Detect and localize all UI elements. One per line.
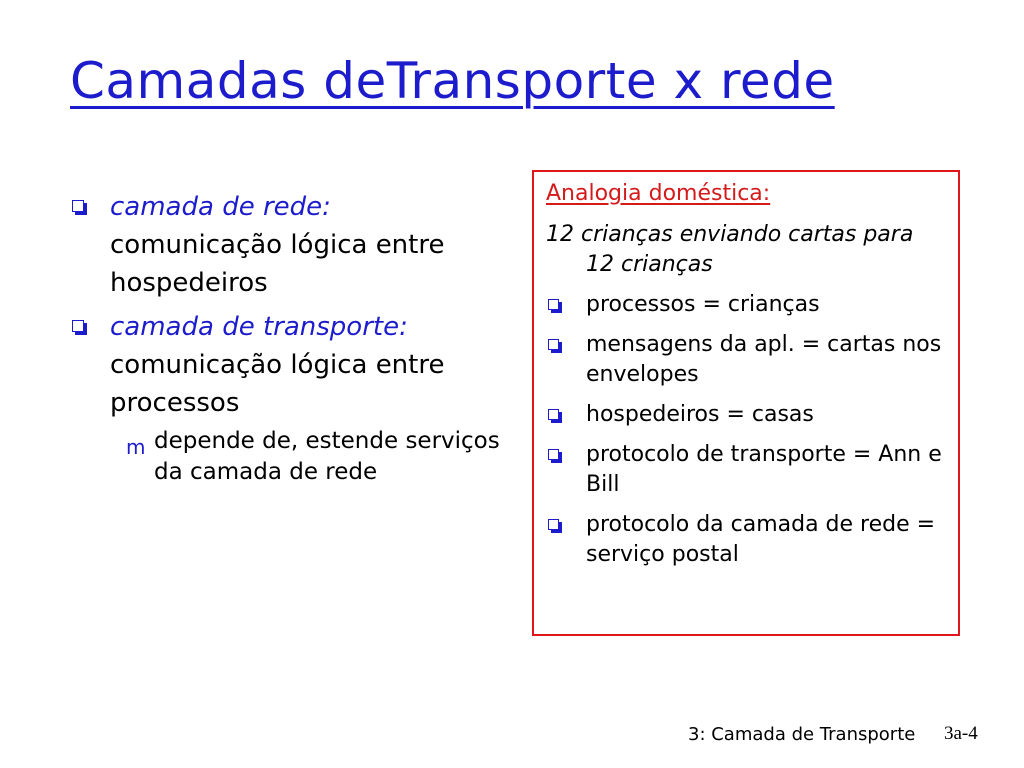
sub-bullet [70,426,510,488]
analogy-item-text: hospedeiros = casas [586,402,814,427]
sub-bullet-text: depende de, estende serviços da camada de rede [154,428,500,485]
analogy-item [546,510,948,570]
analogy-item-text: protocolo da camada de rede = serviço postal [586,512,936,567]
left-bullet-list [70,188,510,488]
square-bullet-icon [72,320,84,332]
square-bullet-icon [548,299,559,310]
bullet-network-layer [70,188,510,302]
bullet-transport-layer [70,308,510,422]
analogy-title: Analogia doméstica: [546,181,771,206]
square-bullet-icon [548,449,559,460]
analogy-intro: 12 crianças enviando cartas para 12 crianças [546,222,914,277]
bullet-text: comunicação lógica entre processos [110,350,445,418]
analogy-item [546,290,948,320]
bullet-lead: camada de transporte: [110,312,408,342]
bullet-text: comunicação lógica entre hospedeiros [110,230,445,298]
page-number: 3a-4 [944,723,978,744]
footer-chapter: 3: Camada de Transporte [688,724,916,745]
square-bullet-icon [548,519,559,530]
square-bullet-icon [72,200,84,212]
analogy-item [546,440,948,500]
square-bullet-icon [548,339,559,350]
analogy-item [546,400,948,430]
analogy-item-text: mensagens da apl. = cartas nos envelopes [586,332,942,387]
analogy-box [532,170,960,636]
analogy-item-text: protocolo de transporte = Ann e Bill [586,442,942,497]
m-bullet-icon: m [126,435,146,459]
slide-title: Camadas deTransporte x rede [70,52,835,110]
bullet-lead: camada de rede: [110,192,331,222]
analogy-item-text: processos = crianças [586,292,820,317]
square-bullet-icon [548,409,559,420]
analogy-item [546,330,948,390]
